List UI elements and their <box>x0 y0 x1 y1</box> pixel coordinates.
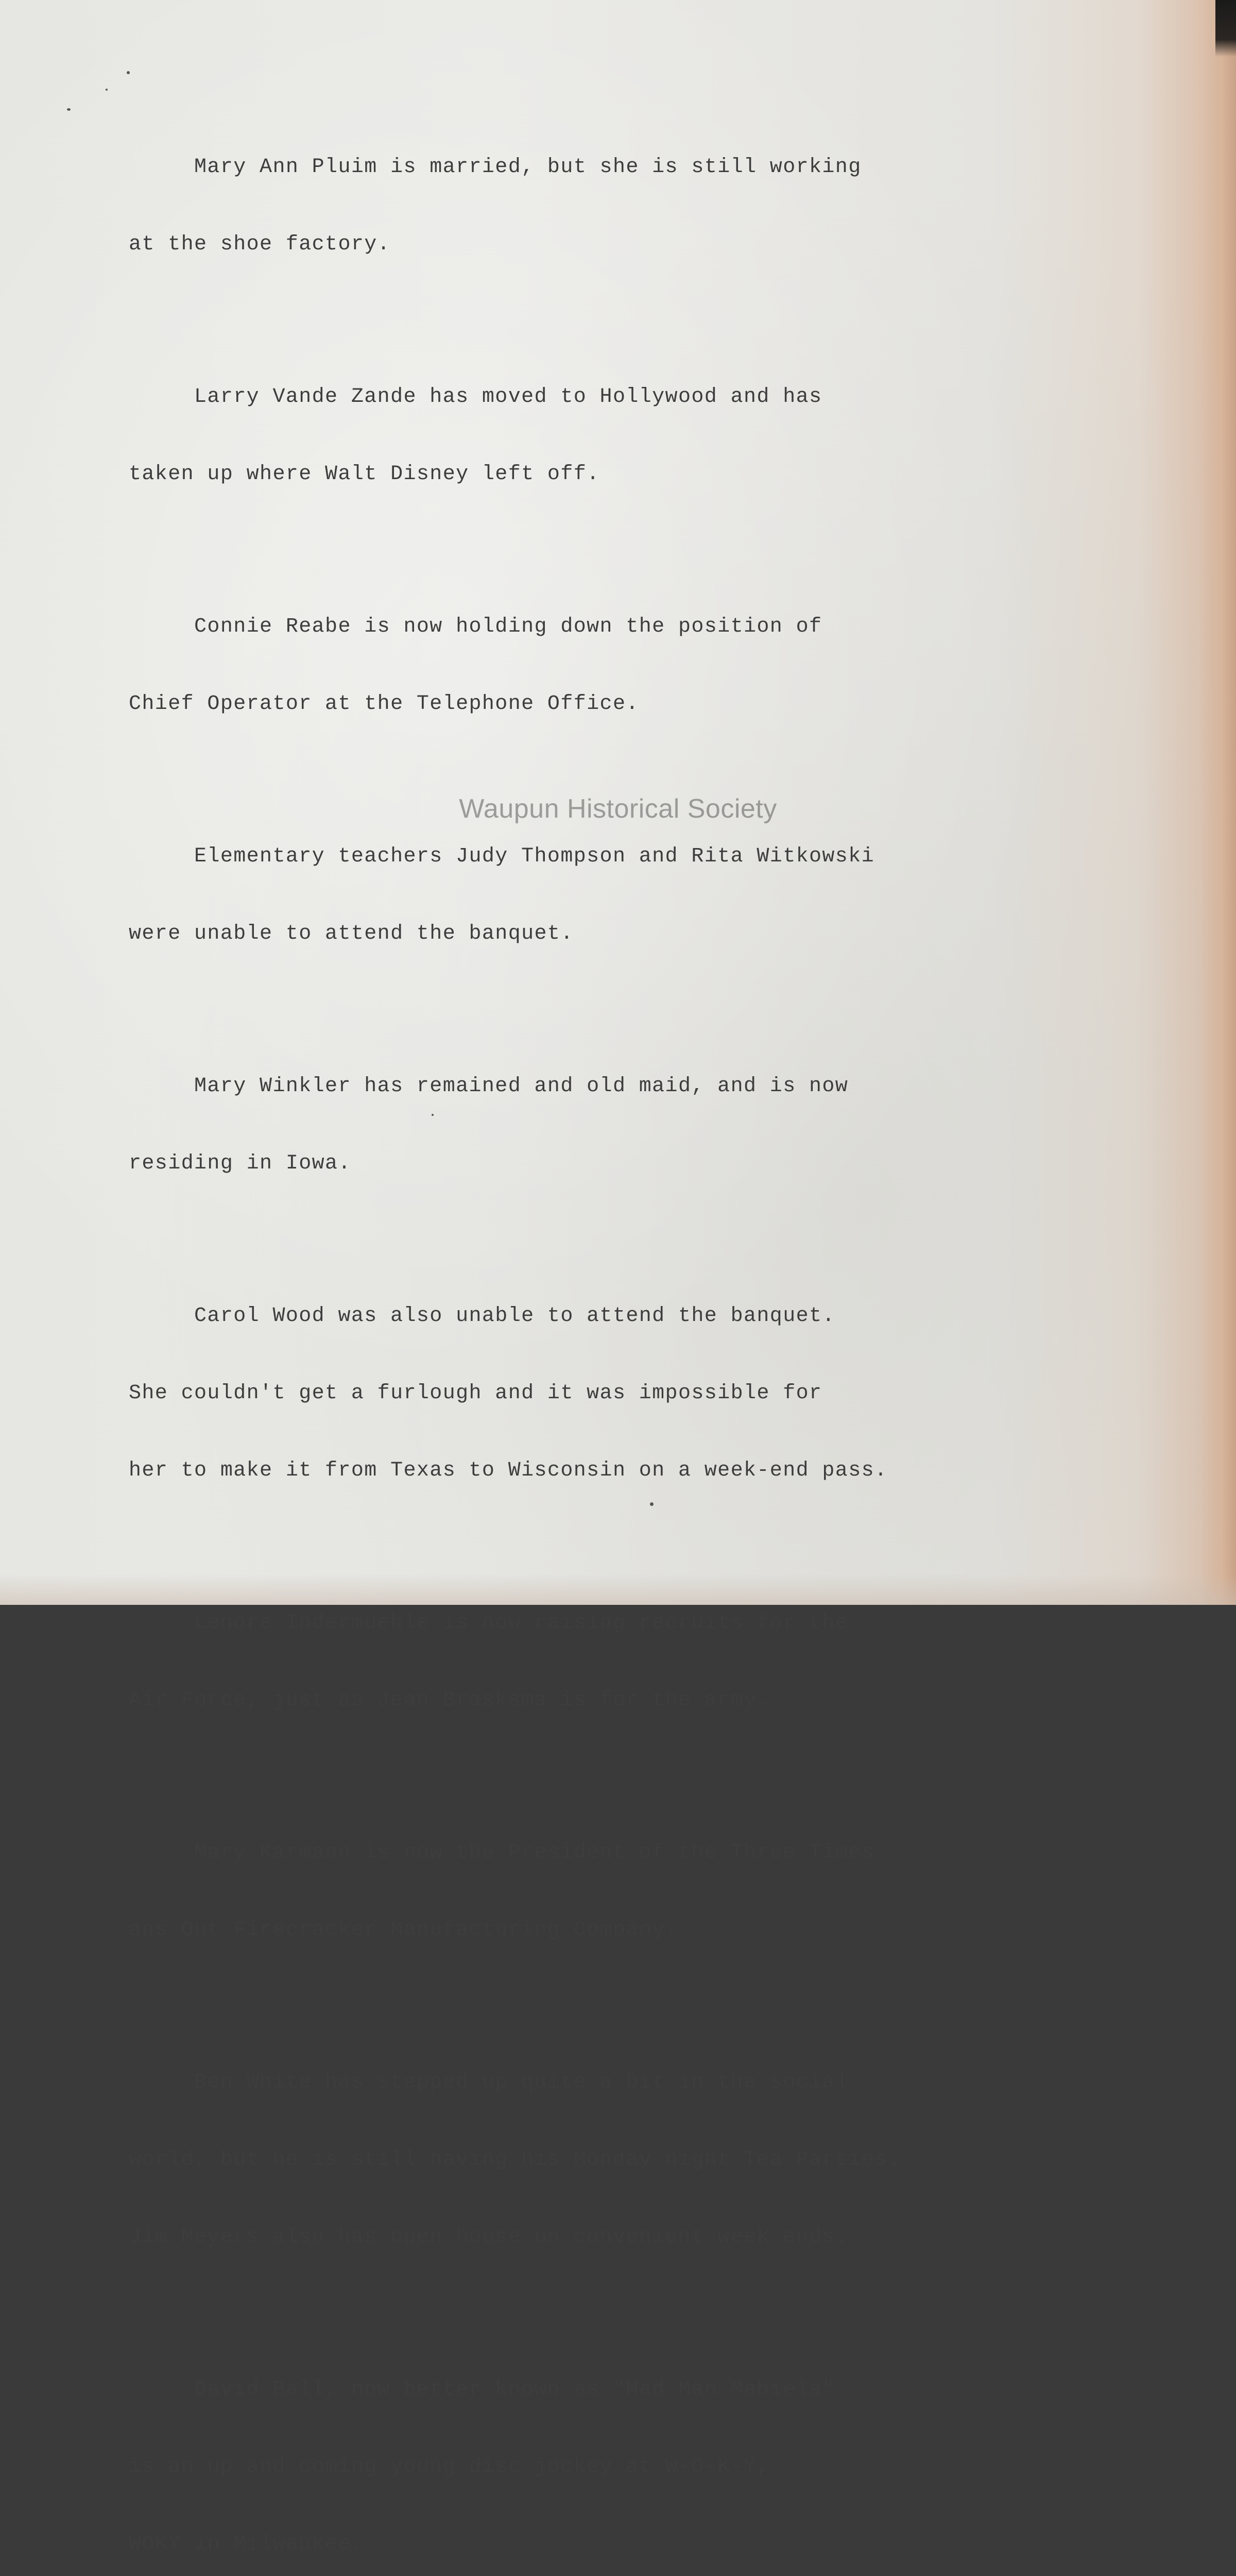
paragraph-reabe <box>129 563 1030 769</box>
paragraph-wood <box>129 1252 1030 1535</box>
text-line: at the shoe factory. <box>129 233 391 256</box>
paper-corner-shadow <box>1215 0 1236 57</box>
paragraph-ball <box>129 2326 1030 2576</box>
text-line: world, but he is still having his Monday night Tea Parties. <box>129 2148 901 2172</box>
paragraph-pluim <box>129 103 1030 309</box>
paragraph-winkler <box>129 1022 1030 1228</box>
text-line: Ben White has stepped up quite a bit in the social <box>129 2071 849 2094</box>
text-line: Connie Reabe is now holding down the position of <box>129 615 822 638</box>
text-line: Jim Meyers also has open house on convenient week-ends. <box>129 2226 849 2249</box>
paper-speck <box>67 108 71 111</box>
text-line: Elementary teachers Judy Thompson and Rita Witkowski <box>129 845 875 868</box>
paragraph-karmann <box>129 1789 1030 1995</box>
text-line: taken up where Walt Disney left off. <box>129 463 600 486</box>
paper-speck <box>127 71 130 74</box>
text-line: David Ball, now better known as "Mad Man Mahiela" <box>129 2378 835 2401</box>
text-line: her to make it from Texas to Wisconsin on a week-end pass. <box>129 1459 888 1482</box>
watermark: Waupun Historical Society <box>459 794 777 824</box>
text-line: She couldn't get a furlough and it was impossible for <box>129 1382 822 1405</box>
typed-text-body <box>129 103 1030 2576</box>
text-line: Chief Operator at the Telephone Office. <box>129 692 639 716</box>
text-line: is an up and coming young disc jockey at W-O-K-Y, <box>129 2455 770 2479</box>
text-line: ans Out Firecracker Manufacturing Company. <box>129 1919 678 1942</box>
text-line: were unable to attend the banquet. <box>129 922 574 945</box>
paragraph-indermuehle <box>129 1559 1030 1765</box>
paragraph-vande-zande <box>129 333 1030 539</box>
text-line: Mary Ann Pluim is married, but she is still working <box>129 156 862 179</box>
text-line: Carol Wood was also unable to attend the banquet. <box>129 1304 835 1328</box>
paragraph-white <box>129 2019 1030 2302</box>
paper-speck <box>106 89 108 91</box>
text-line: WOKY in Milwaukee. <box>129 2533 365 2556</box>
text-line: Mary Karmann is now the President of the Three Times <box>129 1841 875 1865</box>
text-line: Larry Vande Zande has moved to Hollywood and has <box>129 385 822 409</box>
text-line: Lenore Indermuehle is now raising recruits for the <box>129 1612 849 1635</box>
text-line: residing in Iowa. <box>129 1152 351 1175</box>
text-line: Mary Winkler has remained and old maid, and is now <box>129 1075 849 1098</box>
text-line: Air Force, just as Jean Brasksma is for the army. <box>129 1689 770 1712</box>
